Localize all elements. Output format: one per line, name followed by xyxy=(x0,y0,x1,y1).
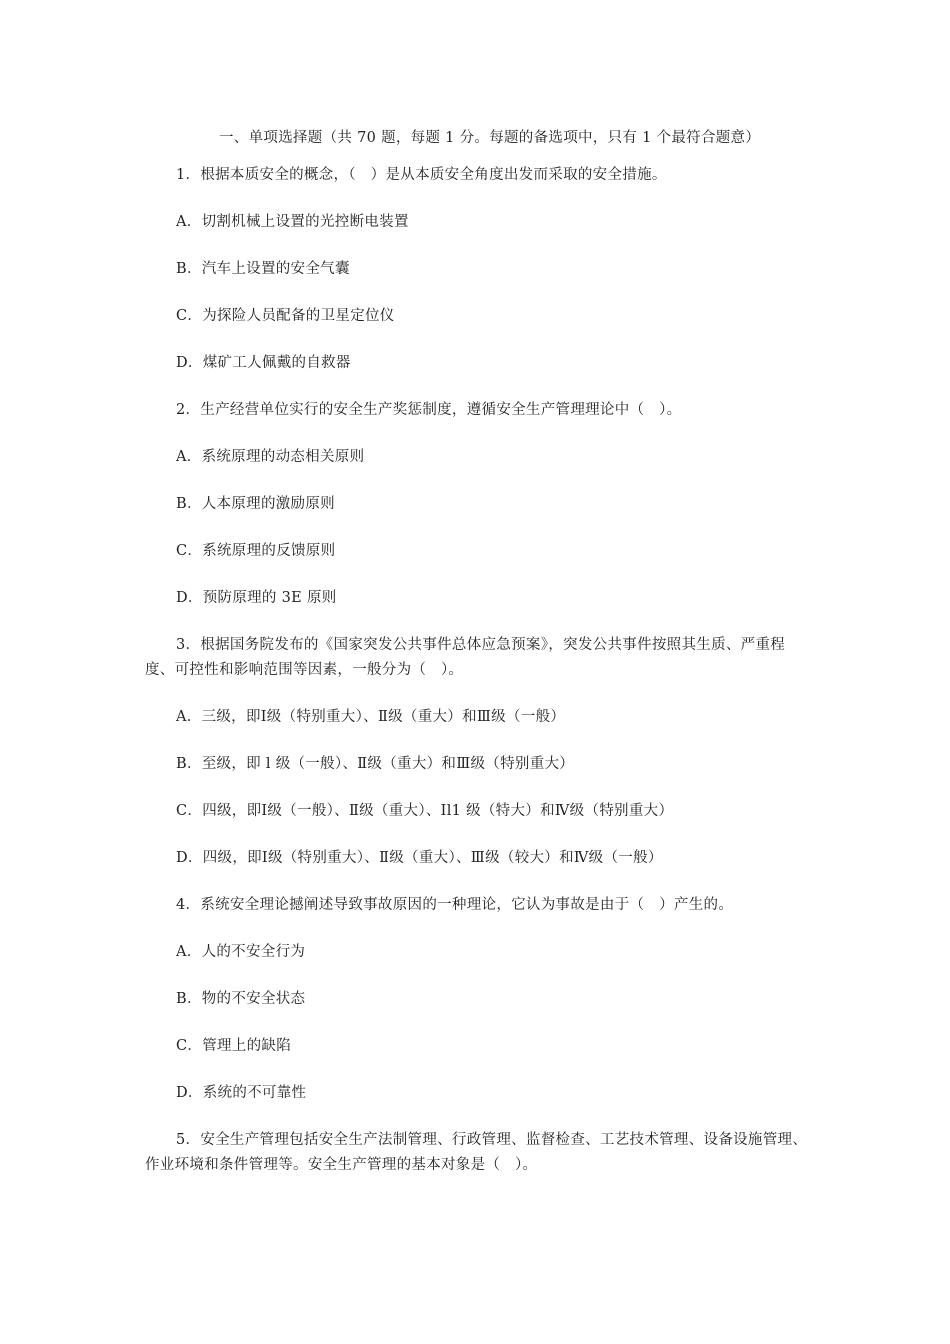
option-a: A．系统原理的动态相关原则 xyxy=(176,449,365,465)
option-d: D．预防原理的 3E 原则 xyxy=(176,590,337,606)
question-4 xyxy=(145,893,810,1106)
question-stem: 5．安全生产管理包括安全生产法制管理、行政管理、监督检查、工艺技术管理、设备设施管理、作业环境和条件管理等。安全生产管理的基本对象是（ ）。 xyxy=(145,1132,808,1173)
document-body xyxy=(145,126,810,1200)
option-b: B．汽车上设置的安全气囊 xyxy=(176,261,350,277)
question-stem: 1．根据本质安全的概念，（ ）是从本质安全角度出发而采取的安全措施。 xyxy=(176,167,667,183)
question-2 xyxy=(145,398,810,611)
option-a: A．切割机械上设置的光控断电装置 xyxy=(176,214,409,230)
option-b: B．人本原理的激励原则 xyxy=(176,496,335,512)
option-c: C．四级，即Ⅰ级（一般）、Ⅱ级（重大）、Il1 级（特大）和Ⅳ级（特别重大） xyxy=(176,803,674,819)
option-d: D．煤矿工人佩戴的自救器 xyxy=(176,355,351,371)
option-c: C．系统原理的反馈原则 xyxy=(176,543,336,559)
section-heading: 一、单项选择题（共 70 题，每题 1 分。每题的备选项中，只有 1 个最符合题意） xyxy=(219,130,761,146)
question-1 xyxy=(145,163,810,376)
option-c: C．管理上的缺陷 xyxy=(176,1038,291,1054)
question-3 xyxy=(145,633,810,871)
option-d: D．系统的不可靠性 xyxy=(176,1085,307,1101)
question-stem: 4．系统安全理论撼阐述导致事故原因的一种理论，它认为事故是由于（ ）产生的。 xyxy=(176,897,734,913)
option-a: A．三级，即Ⅰ级（特别重大）、Ⅱ级（重大）和Ⅲ级（一般） xyxy=(176,709,566,725)
option-a: A．人的不安全行为 xyxy=(176,944,306,960)
question-stem: 3．根据国务院发布的《国家突发公共事件总体应急预案》，突发公共事件按照其生质、严重程度、可控性和影响范围等因素，一般分为（ ）。 xyxy=(145,637,786,678)
option-c: C．为探险人员配备的卫星定位仪 xyxy=(176,308,395,324)
option-b: B．至级，即 l 级（一般）、Ⅱ级（重大）和Ⅲ级（特别重大） xyxy=(176,756,575,772)
option-d: D．四级，即Ⅰ级（特别重大）、Ⅱ级（重大）、Ⅲ级（较大）和Ⅳ级（一般） xyxy=(176,850,663,866)
option-b: B．物的不安全状态 xyxy=(176,991,306,1007)
question-5 xyxy=(145,1128,810,1178)
question-stem: 2．生产经营单位实行的安全生产奖惩制度，遵循安全生产管理理论中（ ）。 xyxy=(176,402,682,418)
